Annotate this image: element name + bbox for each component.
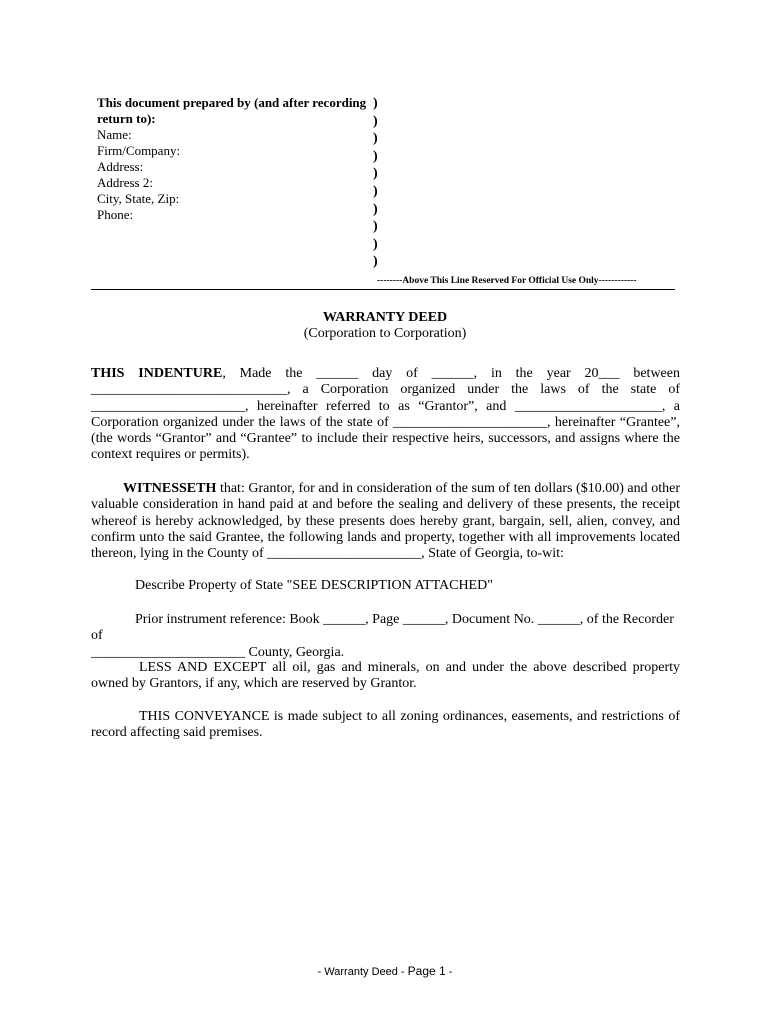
witnesseth-paragraph [91, 481, 680, 562]
parenthesis: ) [373, 113, 378, 129]
prepared-by-heading: This document prepared by (and after recording return to): [97, 95, 367, 126]
phone-field-label: Phone: [97, 207, 134, 222]
parenthesis: ) [373, 96, 378, 111]
parenthesis-column [373, 95, 385, 271]
witnesseth-text: that: Grantor, for and in consideration of the sum of ten dollars ($10.00) and other valuable consideration in hand paid at and before the sealing and delivery of these presents, the receipt whereof is hereby acknowledged, by these presents does hereby grant, bargain, sell, alien, convey, and confirm unto the said Grantee, the following lands and property, together with all improvements located thereon, lying in the County of ______________________, State of Georgia, to-wit: [91, 481, 680, 562]
city-state-zip-field-label: City, State, Zip: [97, 191, 180, 206]
prior-instrument-paragraph [91, 612, 680, 661]
parenthesis: ) [373, 219, 378, 235]
prior-instrument-line1: Prior instrument reference: Book ______, Page ______, Document No. ______, of the Recorder of [91, 612, 674, 644]
indenture-lead: THIS INDENTURE [91, 366, 223, 381]
official-use-divider [91, 289, 675, 290]
indenture-text: , Made the ______ day of ______, in the year 20___ between ____________________________, a Corporation organized under the laws of the state of ______________________, hereinafter referred to as “Grantor”, and _____________________, a Corporation organized under the laws of the state of ______________________, hereinafter “Grantee”, (the words “Grantor” and “Grantee” to include their respective heirs, successors, and assigns where the context requires or permits). [91, 366, 680, 463]
conveyance-paragraph: THIS CONVEYANCE is made subject to all zoning ordinances, easements, and restrictions of record affecting said premises. [91, 709, 680, 741]
parenthesis: ) [373, 148, 378, 164]
parenthesis: ) [373, 166, 378, 182]
parenthesis: ) [373, 236, 378, 252]
name-field-label: Name: [97, 127, 132, 142]
page-footer [0, 964, 770, 978]
address-field-label: Address: [97, 159, 144, 174]
address2-field-label: Address 2: [97, 175, 153, 190]
footer-page-number: Page 1 [407, 964, 446, 978]
parenthesis: ) [373, 131, 378, 147]
witnesseth-lead: WITNESSETH [123, 481, 217, 496]
document-subtitle: (Corporation to Corporation) [303, 326, 467, 341]
parenthesis: ) [373, 201, 378, 217]
footer-label: - Warranty Deed - [317, 966, 408, 978]
property-description-line: Describe Property of State "SEE DESCRIPTION ATTACHED" [135, 578, 493, 593]
less-and-except-paragraph: LESS AND EXCEPT all oil, gas and minerals, on and under the above described property owned by Grantors, if any, which are reserved by Grantor. [91, 660, 680, 692]
footer-suffix: - [445, 966, 453, 978]
parenthesis: ) [373, 183, 378, 199]
parenthesis: ) [373, 254, 378, 270]
indenture-paragraph [91, 366, 680, 464]
prepared-by-block [97, 95, 367, 223]
firm-field-label: Firm/Company: [97, 143, 181, 158]
official-use-line-label: --------Above This Line Reserved For Official Use Only------------ [377, 276, 637, 286]
prior-instrument-line2: ______________________ County, Georgia. [91, 644, 345, 660]
document-title: WARRANTY DEED [322, 310, 448, 325]
